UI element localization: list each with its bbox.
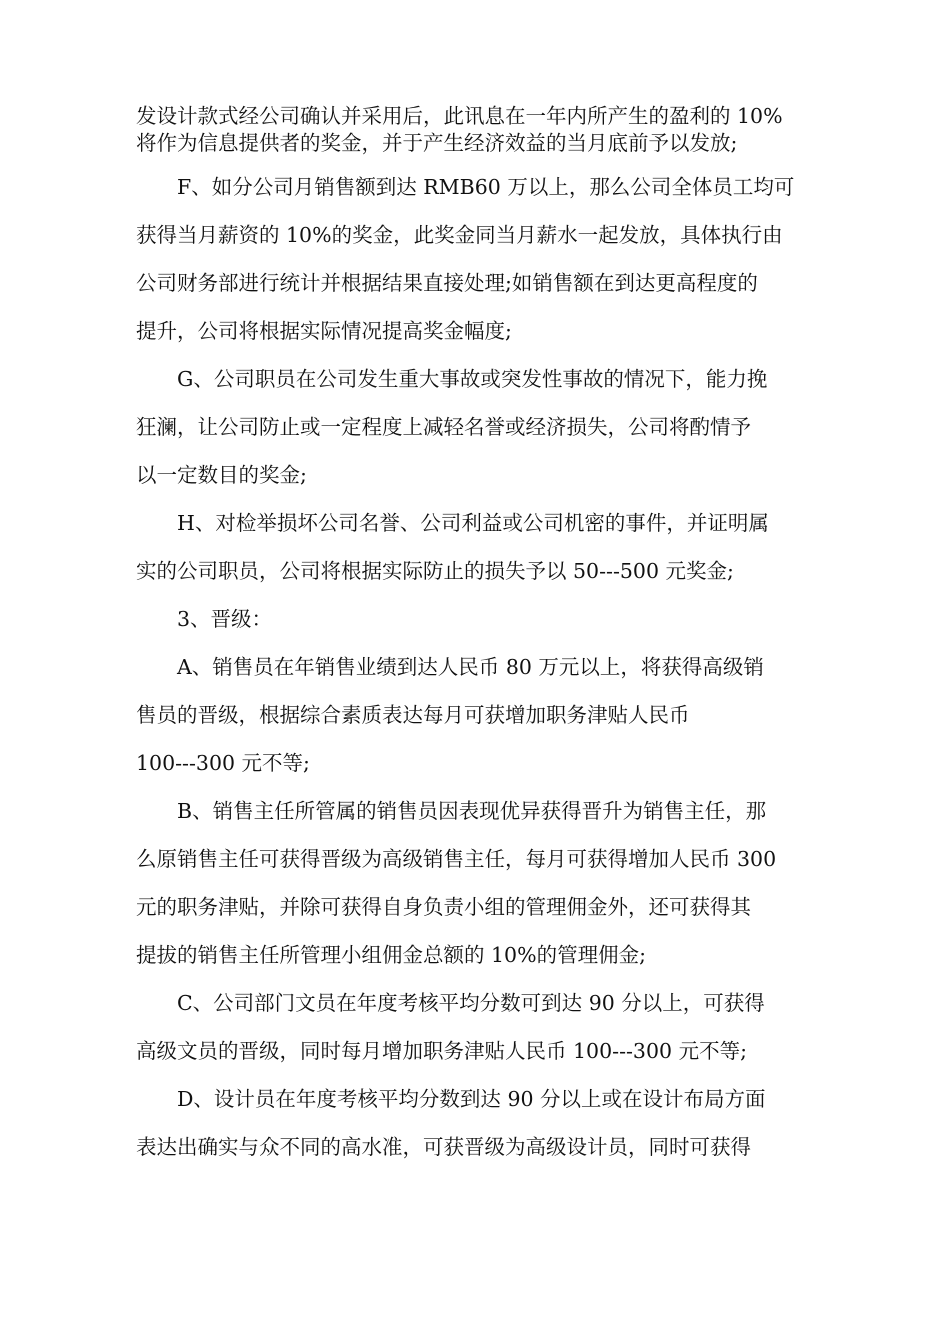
document-body — [136, 103, 826, 1171]
paragraph-continuation — [136, 103, 826, 157]
text-line: 发设计款式经公司确认并采用后，此讯息在一年内所产生的盈利的 10% — [136, 104, 783, 128]
paragraph-bonus-g — [136, 355, 826, 499]
paragraph-promo-c — [136, 979, 826, 1075]
text-line: 表达出确实与众不同的高水准，可获晋级为高级设计员，同时可获得 — [136, 1135, 751, 1159]
text-line: 将作为信息提供者的奖金，并于产生经济效益的当月底前予以发放; — [136, 131, 738, 155]
text-line: 提拔的销售主任所管理小组佣金总额的 10%的管理佣金; — [136, 943, 646, 967]
text-line: 狂澜，让公司防止或一定程度上减轻名誉或经济损失，公司将酌情予 — [136, 415, 751, 439]
text-line: B、销售主任所管属的销售员因表现优异获得晋升为销售主任，那 — [177, 799, 767, 823]
text-line: C、公司部门文员在年度考核平均分数可到达 90 分以上，可获得 — [177, 991, 765, 1015]
text-line: F、如分公司月销售额到达 RMB60 万以上，那么公司全体员工均可 — [177, 175, 795, 199]
paragraph-promo-b — [136, 787, 826, 979]
text-line: 高级文员的晋级，同时每月增加职务津贴人民币 100---300 元不等; — [136, 1039, 747, 1063]
paragraph-promo-d — [136, 1075, 826, 1171]
section-heading-text: 3、晋级： — [177, 607, 273, 631]
text-line: G、公司职员在公司发生重大事故或突发性事故的情况下，能力挽 — [177, 367, 768, 391]
text-line: A、销售员在年销售业绩到达人民币 80 万元以上，将获得高级销 — [177, 655, 764, 679]
text-line: 100---300 元不等; — [136, 751, 310, 775]
text-line: 售员的晋级，根据综合素质表达每月可获增加职务津贴人民币 — [136, 703, 690, 727]
text-line: 实的公司职员，公司将根据实际防止的损失予以 50---500 元奖金; — [136, 559, 734, 583]
text-line: 获得当月薪资的 10%的奖金，此奖金同当月薪水一起发放，具体执行由 — [136, 223, 783, 247]
text-line: 提升，公司将根据实际情况提高奖金幅度; — [136, 319, 512, 343]
text-line: 以一定数目的奖金; — [136, 463, 307, 487]
text-line: 元的职务津贴，并除可获得自身负责小组的管理佣金外，还可获得其 — [136, 895, 751, 919]
section-heading-promotion — [136, 595, 826, 643]
text-line: 么原销售主任可获得晋级为高级销售主任，每月可获得增加人民币 300 — [136, 847, 777, 871]
paragraph-bonus-h — [136, 499, 826, 595]
text-line: D、设计员在年度考核平均分数到达 90 分以上或在设计布局方面 — [177, 1087, 766, 1111]
text-line: 公司财务部进行统计并根据结果直接处理;如销售额在到达更高程度的 — [136, 271, 758, 295]
paragraph-bonus-f — [136, 163, 826, 355]
paragraph-promo-a — [136, 643, 826, 787]
text-line: H、对检举损坏公司名誉、公司利益或公司机密的事件，并证明属 — [177, 511, 769, 535]
